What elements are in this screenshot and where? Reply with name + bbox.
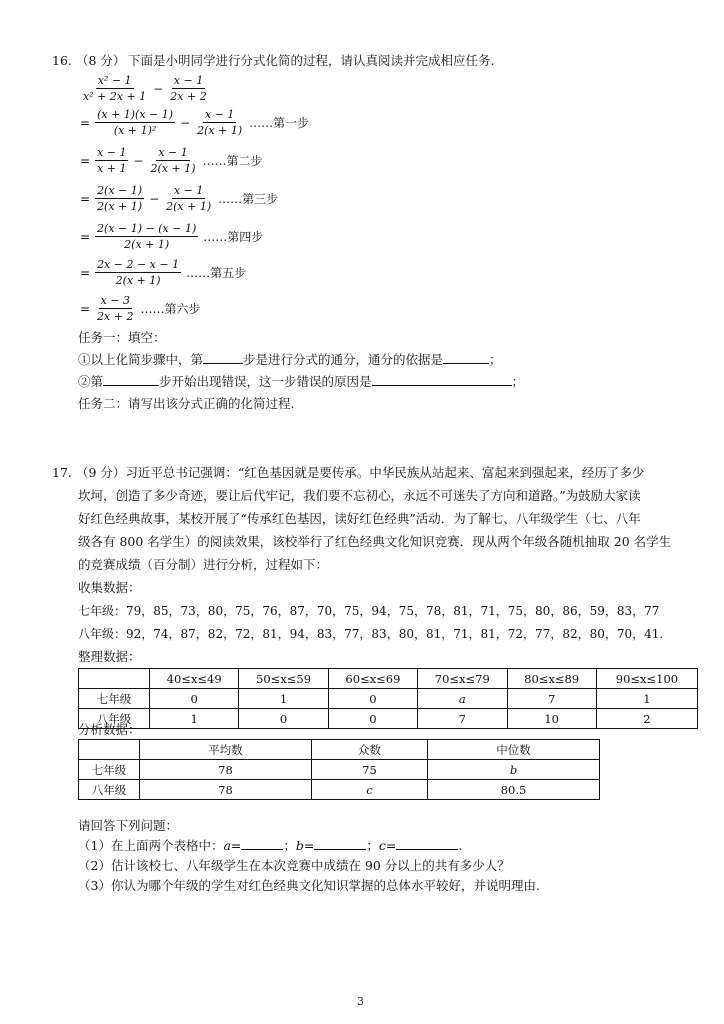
- table-header-row: [79, 740, 600, 760]
- fraction-numerator: (x + 1)(x − 1): [97, 108, 174, 121]
- step-label: ……第一步: [249, 116, 310, 130]
- table-header-cell: 中位数: [428, 740, 600, 760]
- text: ①以上化简步骤中，第: [78, 352, 204, 367]
- table-cell: 0: [239, 709, 328, 729]
- fraction-denominator: 2(x + 1): [197, 124, 243, 137]
- answer-blank[interactable]: [103, 374, 159, 386]
- grade7-data: 七年级：79，85，73，80，75，76，87，70，75，94，75，78，81，71，75，80，86，59，83，77: [78, 604, 660, 618]
- q16-task1-item-b: [78, 374, 524, 390]
- table-header-cell: 80≤x≤89: [507, 669, 596, 689]
- q16-task1-title: 任务一：填空：: [78, 330, 166, 345]
- text: 步是进行分式的通分，通分的依据是: [243, 352, 444, 367]
- q16-expression-line-0: [78, 74, 212, 103]
- text: ②第: [78, 374, 104, 389]
- answer-blank[interactable]: [372, 374, 512, 386]
- separator: ；: [366, 838, 379, 853]
- table-cell: 0: [328, 709, 417, 729]
- fraction-denominator: 2(x + 1): [166, 200, 212, 213]
- table-header-cell: 40≤x≤49: [150, 669, 239, 689]
- table-row: [79, 689, 698, 709]
- table-cell-variable-c: c: [311, 780, 427, 800]
- step-label: ……第三步: [218, 192, 279, 206]
- var-b-label: b=: [295, 838, 315, 853]
- sub-question-1: [78, 838, 462, 854]
- fraction-denominator: 2x + 2: [97, 310, 134, 323]
- q16-task2: 任务二：请写出该分式正确的化简过程.: [78, 396, 295, 411]
- fraction-denominator: (x + 1)²: [113, 124, 157, 137]
- q17-paragraph-line-2: 坎坷，创造了多少奇迹，要让后代牢记，我们要不忘初心，永远不可迷失了方向和道路。”为鼓励大家读: [78, 488, 641, 503]
- step-label: ……第四步: [203, 230, 264, 244]
- row-label: 七年级: [79, 689, 150, 709]
- equals-sign: =: [80, 115, 91, 130]
- table-header-cell: 平均数: [140, 740, 312, 760]
- table-row: [79, 760, 600, 780]
- answer-blank[interactable]: [203, 352, 243, 364]
- fraction-denominator: 2(x + 1): [124, 238, 170, 251]
- q16-expression-line-1: [78, 108, 309, 137]
- fraction-numerator: 2(x − 1) − (x − 1): [97, 222, 197, 235]
- fraction-denominator: 2x + 2: [170, 90, 207, 103]
- table-corner-cell: [79, 669, 150, 689]
- sub-question-3: （3）你认为哪个年级的学生对红色经典文化知识掌握的总体水平较好，并说明理由.: [78, 878, 540, 893]
- table-header-row: [79, 669, 698, 689]
- q16-expression-line-5: [78, 258, 246, 287]
- frequency-table: [78, 668, 698, 729]
- operator: −: [153, 81, 164, 96]
- q16-task1-item-a: [78, 352, 502, 368]
- text: （1）在上面两个表格中：: [78, 838, 224, 853]
- table-row: [79, 780, 600, 800]
- fraction-numerator: 2(x − 1): [97, 184, 143, 197]
- q16-expression-line-2: [78, 146, 263, 175]
- answer-blank-b[interactable]: [314, 838, 366, 850]
- fraction-numerator: x − 3: [100, 294, 130, 307]
- row-label: 八年级: [79, 780, 140, 800]
- table-cell: 78: [140, 780, 312, 800]
- table-cell: 10: [507, 709, 596, 729]
- table-cell: 2: [596, 709, 697, 729]
- organize-data-title: 整理数据：: [78, 649, 141, 664]
- q16-expression-line-3: [78, 184, 278, 213]
- answer-blank-c[interactable]: [396, 838, 458, 850]
- q16-points: （8 分）: [76, 53, 126, 68]
- q17-paragraph-line-4: 级各有 800 名学生）的阅读效果，该校举行了红色经典文化知识竞赛．现从两个年级各随机抽取 20 名学生: [78, 534, 672, 549]
- row-label: 七年级: [79, 760, 140, 780]
- table-header-cell: 70≤x≤79: [418, 669, 507, 689]
- sub-question-2: （2）估计该校七、八年级学生在本次竞赛中成绩在 90 分以上的共有多少人？: [78, 858, 510, 873]
- separator: ；: [283, 838, 296, 853]
- table-corner-cell: [79, 740, 140, 760]
- equals-sign: =: [80, 301, 91, 316]
- q17-paragraph-line-1: （9 分）习近平总书记强调：“红色基因就是要传承。中华民族从站起来、富起来到强起来，经历了多少: [76, 465, 645, 480]
- collect-data-title: 收集数据：: [78, 580, 141, 595]
- text: ；: [489, 352, 502, 367]
- fraction-numerator: x − 1: [173, 74, 204, 87]
- table-cell: 7: [507, 689, 596, 709]
- table-cell: 80.5: [428, 780, 600, 800]
- table-row: [79, 709, 698, 729]
- table-cell-variable-b: b: [428, 760, 600, 780]
- operator: −: [149, 191, 160, 206]
- var-a-label: a=: [223, 838, 242, 853]
- fraction-numerator: x − 1: [97, 146, 127, 159]
- statistics-table: [78, 739, 600, 800]
- q16-number: 16.: [52, 53, 72, 68]
- table-header-cell: 90≤x≤100: [596, 669, 697, 689]
- page-number: 3: [357, 995, 364, 1008]
- operator: −: [133, 153, 144, 168]
- text: 步开始出现错误，这一步错误的原因是: [159, 374, 372, 389]
- text: .: [458, 838, 463, 853]
- table-cell: 1: [150, 709, 239, 729]
- equals-sign: =: [80, 191, 91, 206]
- analyze-data-title: 分析数据：: [78, 722, 141, 737]
- operator: −: [180, 115, 191, 130]
- fraction-numerator: 2x − 2 − x − 1: [97, 258, 180, 271]
- step-label: ……第六步: [140, 302, 201, 316]
- q17-paragraph-line-5: 的竞赛成绩（百分制）进行分析，过程如下：: [78, 557, 329, 572]
- table-cell: 0: [328, 689, 417, 709]
- fraction-numerator: x − 1: [158, 146, 188, 159]
- answer-blank-a[interactable]: [241, 838, 283, 850]
- fraction-numerator: x − 1: [173, 184, 204, 197]
- equals-sign: =: [80, 153, 91, 168]
- equals-sign: =: [80, 265, 91, 280]
- q16-intro: 下面是小明同学进行分式化简的过程，请认真阅读并完成相应任务.: [128, 53, 495, 68]
- table-header-cell: 50≤x≤59: [239, 669, 328, 689]
- grade8-data: 八年级：92，74，87，82，72，81，94，83，77，83，80，81，71，81，72，77，82，80，70，41.: [78, 627, 664, 641]
- answer-blank[interactable]: [443, 352, 489, 364]
- fraction-denominator: 2(x + 1): [115, 274, 161, 287]
- fraction-numerator: x² − 1: [97, 74, 132, 87]
- table-header-cell: 60≤x≤69: [328, 669, 417, 689]
- q17-paragraph-line-3: 好红色经典故事，某校开展了“传承红色基因，读好红色经典”活动．为了解七、八年级学生（七、八年: [78, 511, 641, 526]
- table-cell: 0: [150, 689, 239, 709]
- q17-number: 17.: [52, 465, 72, 480]
- fraction-denominator: 2(x + 1): [97, 200, 143, 213]
- answer-questions-title: 请回答下列问题：: [78, 818, 179, 833]
- table-cell-variable-a: a: [418, 689, 507, 709]
- table-cell: 7: [418, 709, 507, 729]
- table-header-cell: 众数: [311, 740, 427, 760]
- fraction-numerator: x − 1: [204, 108, 235, 121]
- fraction-denominator: 2(x + 1): [150, 162, 196, 175]
- var-c-label: c=: [378, 838, 397, 853]
- step-label: ……第五步: [186, 266, 247, 280]
- q16-expression-line-6: [78, 294, 201, 323]
- table-cell: 75: [311, 760, 427, 780]
- text: ；: [511, 374, 525, 389]
- row-label: 八年级: [79, 709, 150, 729]
- table-cell: 1: [596, 689, 697, 709]
- step-label: ……第二步: [202, 154, 263, 168]
- fraction-denominator: x² + 2x + 1: [83, 90, 147, 103]
- fraction-denominator: x + 1: [97, 162, 127, 175]
- equals-sign: =: [80, 229, 91, 244]
- table-cell: 1: [239, 689, 328, 709]
- table-cell: 78: [140, 760, 312, 780]
- q16-expression-line-4: [78, 222, 263, 251]
